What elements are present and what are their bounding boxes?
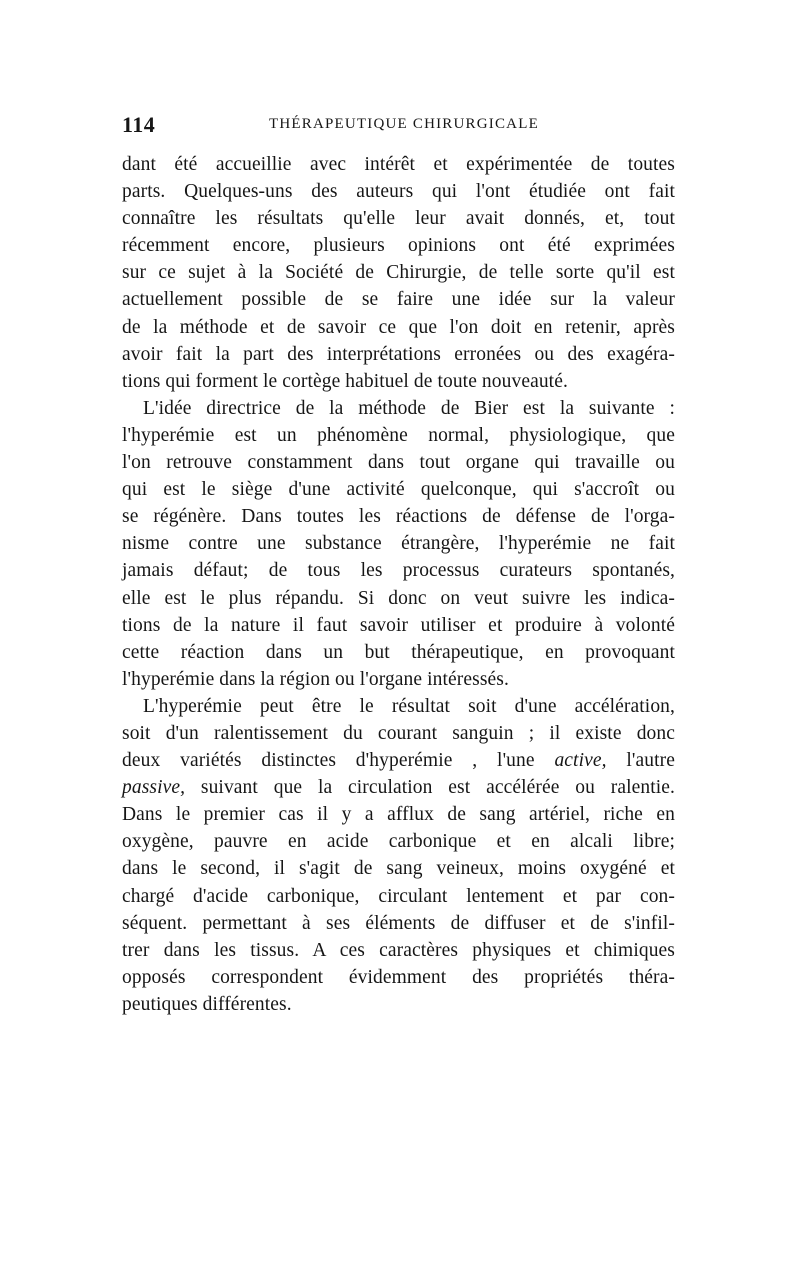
text-line: L'idée directrice de la méthode de Bier est la suivante : <box>143 397 675 419</box>
text-line: jamais défaut; de tous les processus curateurs spontanés, <box>122 560 675 582</box>
text-line: chargé d'acide carbonique, circulant lentement et par con- <box>122 885 675 907</box>
text-line: dant été accueillie avec intérêt et expérimentée de toutes <box>122 154 675 175</box>
text-line: connaître les résultats qu'elle leur avait donnés, et, tout <box>122 208 675 230</box>
text-segment: l'autre <box>606 750 676 772</box>
text-line: nisme contre une substance étrangère, l'hyperémie ne fait <box>122 533 675 555</box>
text-line: cette réaction dans un but thérapeutique, en provoquant <box>122 641 675 663</box>
running-head <box>122 112 677 142</box>
text-line: qui est le siège d'une activité quelconque, qui s'accroît ou <box>122 479 675 501</box>
text-line: trer dans les tissus. A ces caractères physiques et chimiques <box>122 939 675 961</box>
text-line: tions qui forment le cortège habituel de toute nouveauté. <box>122 370 568 392</box>
running-title: THÉRAPEUTIQUE CHIRURGICALE <box>269 116 539 132</box>
text-line: peutiques différentes. <box>122 993 292 1015</box>
text-line: opposés correspondent évidemment des propriétés théra- <box>122 966 675 988</box>
text-line: de la méthode et de savoir ce que l'on doit en retenir, après <box>122 316 675 338</box>
text-line: tions de la nature il faut savoir utiliser et produire à volonté <box>122 614 675 636</box>
text-line: avoir fait la part des interprétations erronées ou des exagéra- <box>122 343 675 365</box>
body-text <box>122 151 675 1018</box>
text-line: actuellement possible de se faire une idée sur la valeur <box>122 289 675 311</box>
text-line: oxygène, pauvre en acide carbonique et en alcali libre; <box>122 831 675 853</box>
text-line: récemment encore, plusieurs opinions ont été exprimées <box>122 235 675 257</box>
text-line <box>122 747 675 774</box>
italic-term-passive: passive, <box>122 777 186 799</box>
text-line: sur ce sujet à la Société de Chirurgie, de telle sorte qu'il est <box>122 262 675 284</box>
text-line: soit d'un ralentissement du courant sanguin ; il existe donc <box>122 722 675 744</box>
italic-term-active: active, <box>554 750 607 772</box>
text-line: séquent. permettant à ses éléments de diffuser et de s'infil- <box>122 912 675 934</box>
text-line: l'on retrouve constamment dans tout organe qui travaille ou <box>122 452 675 474</box>
text-line: se régénère. Dans toutes les réactions de défense de l'orga- <box>122 506 675 528</box>
text-line <box>122 774 675 801</box>
text-line: Dans le premier cas il y a afflux de sang artériel, riche en <box>122 804 675 826</box>
text-line: l'hyperémie est un phénomène normal, physiologique, que <box>122 424 675 446</box>
text-line: dans le second, il s'agit de sang veineux, moins oxygéné et <box>122 858 675 880</box>
text-line: l'hyperémie dans la région ou l'organe intéressés. <box>122 668 509 690</box>
text-segment: deux variétés distinctes d'hyperémie , l'une <box>122 750 555 772</box>
text-line: L'hyperémie peut être le résultat soit d'une accélération, <box>143 695 675 717</box>
page-number: 114 <box>122 112 156 137</box>
text-line: elle est le plus répandu. Si donc on veut suivre les indica- <box>122 587 675 609</box>
text-line: parts. Quelques-uns des auteurs qui l'ont étudiée ont fait <box>122 181 675 203</box>
text-segment: suivant que la circulation est accélérée ou ralentie. <box>185 777 675 799</box>
